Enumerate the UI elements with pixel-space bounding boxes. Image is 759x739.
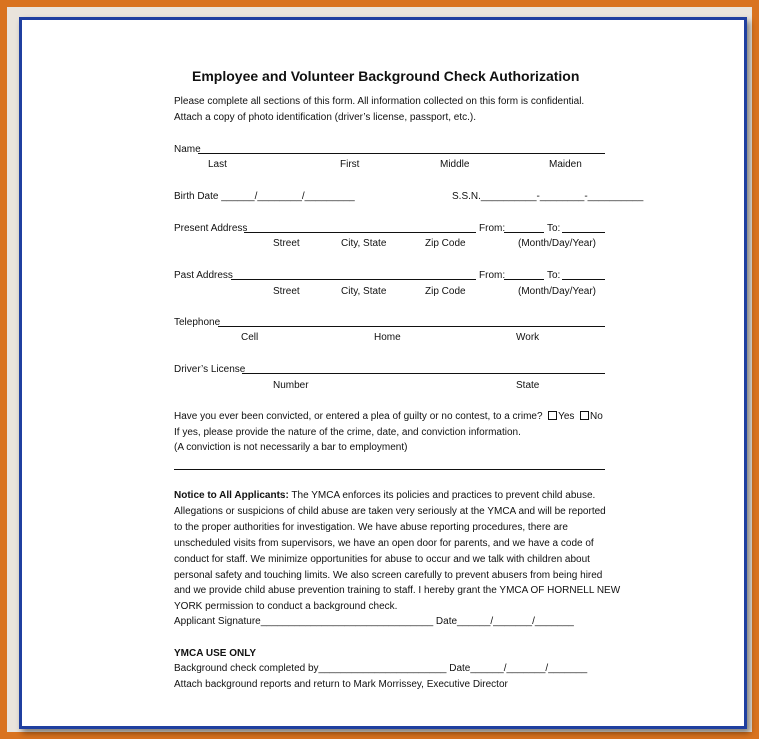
notice-line: and we provide child abuse prevention training to staff. I hereby grant the YMCA OF HORNELL NEW	[174, 585, 621, 596]
intro-line-1: Please complete all sections of this form. All information collected on this form is confidential.	[174, 96, 585, 107]
drivers-license-field[interactable]	[242, 373, 605, 374]
ssn-field[interactable]: S.S.N.__________-________-__________	[452, 191, 644, 202]
past-sub-date: (Month/Day/Year)	[518, 286, 596, 297]
past-sub-city: City, State	[341, 286, 387, 297]
applicant-signature-field[interactable]: Applicant Signature_______________________________ Date______/_______/_______	[174, 616, 574, 627]
name-sub-first: First	[340, 159, 360, 170]
past-from-field[interactable]	[504, 279, 544, 280]
telephone-label: Telephone	[174, 317, 221, 328]
past-sub-street: Street	[273, 286, 300, 297]
past-address-label: Past Address	[174, 270, 233, 281]
no-checkbox[interactable]	[580, 411, 589, 420]
name-field[interactable]	[198, 153, 605, 154]
past-to-field[interactable]	[562, 279, 605, 280]
notice-line: unscheduled visits from supervisors, we have an open door for parents, and we have a code of	[174, 538, 594, 549]
name-sub-last: Last	[208, 159, 227, 170]
notice-line: to the proper authorities for investigation. We have abuse reporting procedures, there are	[174, 522, 568, 533]
notice-line: conduct for staff. We minimize opportunities for abuse to occur and we talk with children about	[174, 554, 590, 565]
birth-date-field[interactable]: Birth Date ______/________/_________	[174, 191, 355, 202]
present-sub-date: (Month/Day/Year)	[518, 238, 596, 249]
present-address-field[interactable]	[244, 232, 476, 233]
background-check-completed-field[interactable]: Background check completed by_______________________ Date______/_______/_______	[174, 663, 588, 674]
present-from-field[interactable]	[504, 232, 544, 233]
present-to-field[interactable]	[562, 232, 605, 233]
telephone-sub-home: Home	[374, 332, 401, 343]
conviction-details-field[interactable]	[174, 469, 605, 470]
notice-first-line	[174, 490, 595, 502]
past-address-field[interactable]	[231, 279, 476, 280]
present-sub-street: Street	[273, 238, 300, 249]
present-sub-zip: Zip Code	[425, 238, 466, 249]
present-sub-city: City, State	[341, 238, 387, 249]
notice-line: YORK permission to conduct a background check.	[174, 601, 398, 612]
notice-first-line-text: The YMCA enforces its policies and practices to prevent child abuse.	[288, 490, 596, 501]
past-to-label: To:	[547, 270, 561, 281]
telephone-sub-work: Work	[516, 332, 540, 343]
drivers-license-sub-state: State	[516, 380, 540, 391]
conviction-question-text: Have you ever been convicted, or entered a plea of guilty or no contest, to a crime?	[174, 411, 543, 422]
name-sub-middle: Middle	[440, 159, 470, 170]
form-document	[19, 17, 747, 729]
notice-line: Allegations or suspicions of child abuse are taken very seriously at the YMCA and will be reported	[174, 506, 606, 517]
conviction-line-3: (A conviction is not necessarily a bar to employment)	[174, 442, 408, 453]
form-title: Employee and Volunteer Background Check Authorization	[192, 68, 580, 84]
attach-reports-note: Attach background reports and return to Mark Morrissey, Executive Director	[174, 679, 508, 690]
conviction-question	[174, 411, 603, 423]
intro-line-2: Attach a copy of photo identification (driver’s license, passport, etc.).	[174, 112, 477, 123]
drivers-license-label: Driver’s License	[174, 364, 246, 375]
yes-label: Yes	[558, 411, 575, 422]
telephone-field[interactable]	[218, 326, 605, 327]
telephone-sub-cell: Cell	[241, 332, 259, 343]
notice-heading: Notice to All Applicants:	[174, 490, 289, 501]
past-from-label: From:	[479, 270, 506, 281]
present-from-label: From:	[479, 223, 506, 234]
past-sub-zip: Zip Code	[425, 286, 466, 297]
notice-line: personal safety and touching limits. We also screen carefully to prevent abusers from being hired	[174, 570, 603, 581]
name-sub-maiden: Maiden	[549, 159, 582, 170]
drivers-license-sub-number: Number	[273, 380, 309, 391]
ymca-use-heading: YMCA USE ONLY	[174, 648, 257, 659]
present-address-label: Present Address	[174, 223, 248, 234]
present-to-label: To:	[547, 223, 561, 234]
yes-checkbox[interactable]	[548, 411, 557, 420]
no-label: No	[590, 411, 603, 422]
conviction-line-2: If yes, please provide the nature of the crime, date, and conviction information.	[174, 427, 521, 438]
name-label: Name	[174, 144, 201, 155]
